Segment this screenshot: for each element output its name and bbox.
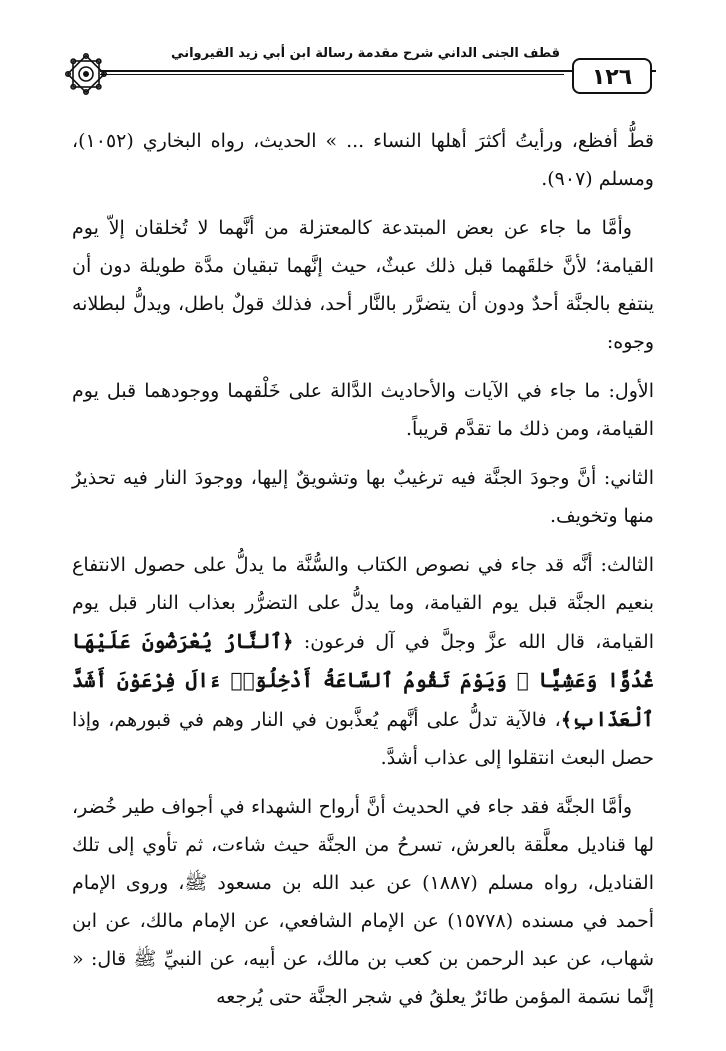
third-reason-intro: الثالث: أنَّه قد جاء في نصوص الكتاب والسُّنَّة ما يدلُّ على حصول الانتفاع بنعيم الجنَّة قبل يوم القيامة، وما يدلُّ على التضرُّر بعذاب النار قبل يوم القيامة، قال الله عزَّ وجلَّ في آل فرعون: [72,554,654,653]
quran-open-bracket: ﴿ [282,631,294,653]
paragraph-second-reason: الثاني: أنَّ وجودَ الجنَّة فيه ترغيبٌ بها وتشويقٌ إليها، ووجودَ النار فيه تحذيرٌ منها وتخويف. [72,467,654,527]
page-body [72,122,654,1027]
header-rule-thin [100,74,564,75]
book-title: قطف الجنى الداني شرح مقدمة رسالة ابن أبي زيد القيرواني [171,46,560,61]
quran-verse: ٱلنَّارُ يُعْرَضُونَ عَلَيْهَا غُدُوًّا وَعَشِيًّا ۖ وَيَوْمَ تَقُومُ ٱلسَّاعَةُ أَدْخِلُوٓا۟ ءَالَ فِرْعَوْنَ أَشَدَّ ٱلْعَذَابِ [72,629,654,731]
page-number: ١٢٦ [572,58,652,94]
quran-close-bracket: ﴾ [560,709,572,731]
third-reason-conclusion: ، فالآية تدلُّ على أنَّهم يُعذَّبون في النار وهم في قبورهم، وإذا حصل البعث انتقلوا إلى عذاب أشدَّ. [72,709,654,769]
paragraph-mutazila-claim: وأمَّا ما جاء عن بعض المبتدعة كالمعتزلة من أنَّهما لا تُخلقان إلاّ يوم القيامة؛ لأنَّ خلقَهما قبل ذلك عبثٌ، حيث إنَّهما تبقيان مدَّة طويلة دون أن ينتفع بالجنَّة أحدٌ ودون أن يتضرَّر بالنَّار أحد، فذلك قولٌ باطل، ويدلُّ لبطلانه وجوه: [72,217,654,353]
paragraph-first-reason: الأول: ما جاء في الآيات والأحاديث الدَّالة على خَلْقهما ووجودهما قبل يوم القيامة، ومن ذلك ما تقدَّم قريباً. [72,380,654,440]
paragraph-third-reason [72,546,654,777]
paragraph-martyrs-souls: وأمَّا الجنَّة فقد جاء في الحديث أنَّ أرواح الشهداء في أجواف طير خُضر، لها قناديل معلَّقة بالعرش، تسرحُ من الجنَّة حيث شاءت، ثم تأوي إلى تلك القناديل، رواه مسلم (١٨٨٧) عن عبد الله بن مسعود ﷺ، وروى الإمام أحمد في مسنده (١٥٧٧٨) عن الإمام الشافعي، عن الإمام مالك، عن ابن شهاب، عن عبد الرحمن بن كعب بن مالك، عن أبيه، عن النبيِّ ﷺ قال: « إنَّما نسَمة المؤمن طائرٌ يعلقُ في شجر الجنَّة حتى يُرجعه [72,796,655,1008]
page-header [60,44,656,100]
eight-point-star-ornament-icon [64,52,108,96]
paragraph-hadith-end: قطُّ أفظع، ورأيتُ أكثرَ أهلها النساء ... » الحديث، رواه البخاري (١٠٥٢)، ومسلم (٩٠٧). [72,130,654,190]
